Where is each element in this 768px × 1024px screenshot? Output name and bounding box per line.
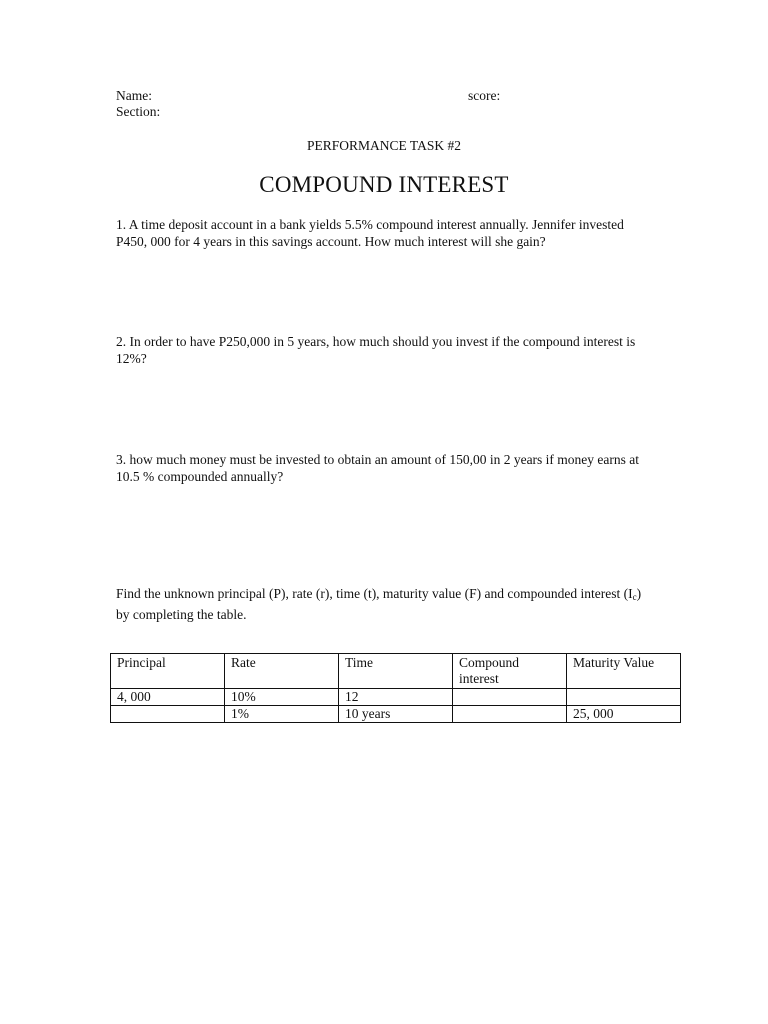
question-3: 3. how much money must be invested to obtain an amount of 150,00 in 2 years if money earns at 10.5 % compounded annually? — [116, 452, 640, 484]
cell-principal — [111, 706, 225, 723]
instructions-subscript: c — [632, 592, 637, 602]
cell-compound-interest — [453, 706, 567, 723]
table-row — [111, 706, 681, 723]
cell-rate: 1% — [225, 706, 339, 723]
question-2: 2. In order to have P250,000 in 5 years, how much should you invest if the compound interest is 12%? — [116, 334, 636, 366]
task-label: PERFORMANCE TASK #2 — [307, 138, 461, 153]
header-time: Time — [339, 654, 453, 689]
compound-interest-table — [110, 653, 681, 723]
cell-maturity-value — [567, 689, 681, 706]
cell-principal: 4, 000 — [111, 689, 225, 706]
header-compound-interest: Compound interest — [453, 654, 567, 689]
page-title: COMPOUND INTEREST — [259, 172, 509, 197]
cell-compound-interest — [453, 689, 567, 706]
header-maturity-value: Maturity Value — [567, 654, 681, 689]
question-1: 1. A time deposit account in a bank yields 5.5% compound interest annually. Jennifer invested P450, 000 for 4 years in this savings account. How much interest will she gain? — [116, 217, 624, 249]
score-label: score: — [468, 88, 501, 103]
table-header-row — [111, 654, 681, 689]
table-row — [111, 689, 681, 706]
cell-time: 12 — [339, 689, 453, 706]
section-label: Section: — [116, 104, 161, 119]
header-rate: Rate — [225, 654, 339, 689]
table-instructions — [116, 585, 656, 623]
name-label: Name: — [116, 88, 152, 103]
cell-time: 10 years — [339, 706, 453, 723]
header-principal: Principal — [111, 654, 225, 689]
instructions-text-end: ) by completing the table. — [116, 586, 642, 622]
cell-maturity-value: 25, 000 — [567, 706, 681, 723]
instructions-text-start: Find the unknown principal (P), rate (r), time (t), maturity value (F) and compounded interest (I — [116, 586, 633, 601]
cell-rate: 10% — [225, 689, 339, 706]
